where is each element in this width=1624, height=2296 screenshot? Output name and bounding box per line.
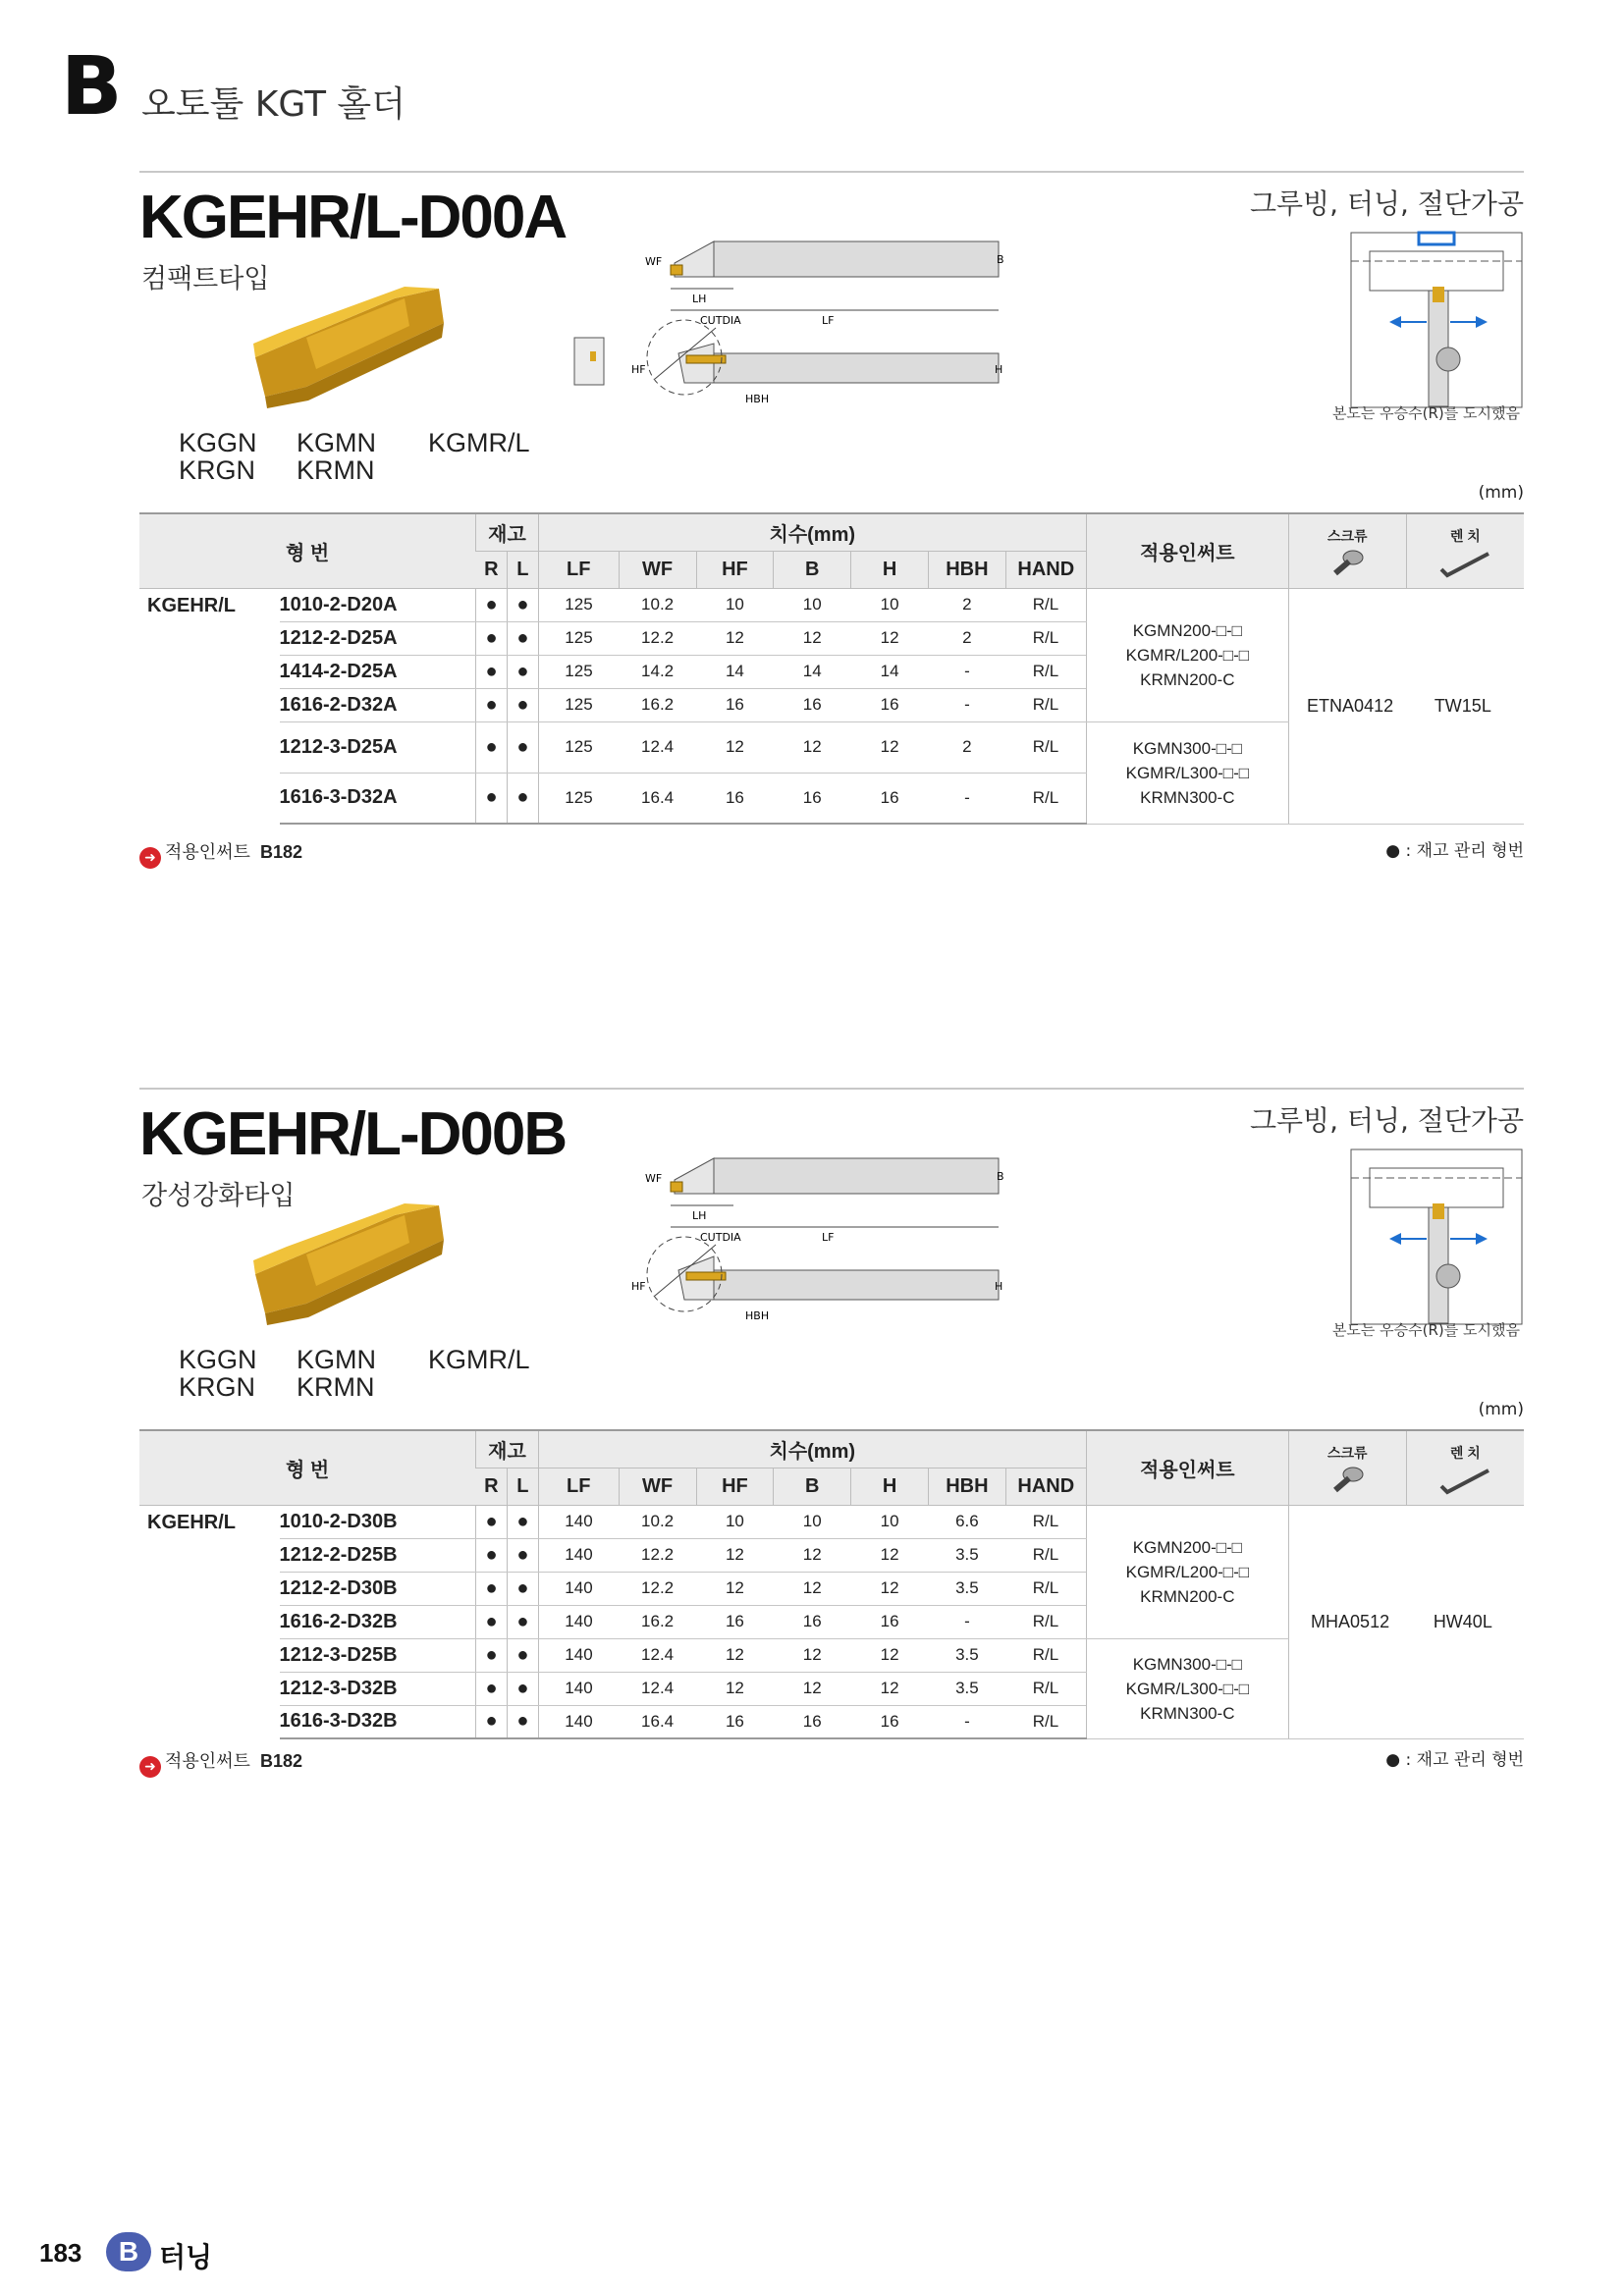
col-wrench: 렌 치	[1406, 513, 1524, 588]
insert-code: KGGN	[179, 1345, 257, 1374]
model-number: 1212-2-D25A	[280, 621, 476, 655]
dim-hand: R/L	[1005, 621, 1086, 655]
arrow-right-icon: ➜	[139, 847, 161, 869]
dim-wf: 16.4	[619, 1705, 696, 1738]
col-model: 형 번	[139, 1430, 476, 1505]
dim-hand: R/L	[1005, 1605, 1086, 1638]
stock-r-mark: ●	[476, 1605, 508, 1638]
col-wf: WF	[619, 551, 696, 588]
dim-wf: 12.4	[619, 1672, 696, 1705]
process-label: 그루빙, 터닝, 절단가공	[1249, 1104, 1524, 1137]
col-hand: HAND	[1005, 551, 1086, 588]
dim-hf: 16	[696, 1705, 774, 1738]
model-prefix: KGEHR/L	[147, 594, 236, 616]
stock-r-mark: ●	[476, 721, 508, 773]
dim-hand: R/L	[1005, 655, 1086, 688]
stock-l-mark: ●	[507, 621, 538, 655]
dim-hf: 12	[696, 1572, 774, 1605]
dim-hbh: HBH	[745, 1309, 770, 1322]
model-number: 1212-3-D25B	[280, 1638, 476, 1672]
spec-table	[139, 512, 1524, 825]
applicable-insert-group	[1086, 1505, 1288, 1638]
dim-lf: 125	[538, 588, 619, 621]
dim-hand: R/L	[1005, 1705, 1086, 1738]
insert-code: KGMR/L	[428, 1345, 530, 1374]
dim-hand: R/L	[1005, 773, 1086, 824]
dim-h: H	[995, 1280, 1003, 1293]
dim-hbh: -	[928, 688, 1005, 721]
dim-b: 12	[774, 1672, 851, 1705]
stock-l-mark: ●	[507, 655, 538, 688]
dim-hf: 16	[696, 1605, 774, 1638]
col-hbh: HBH	[928, 551, 1005, 588]
insert-code: KGMN200-□-□	[1132, 1537, 1242, 1557]
dim-hf: 14	[696, 655, 774, 688]
dim-lf: LF	[822, 314, 835, 327]
model-number: 1616-3-D32B	[280, 1705, 476, 1738]
dim-h: 14	[851, 655, 929, 688]
model-number: 1010-2-D30B	[280, 1505, 476, 1538]
col-hf: HF	[696, 551, 774, 588]
dim-wf: 16.2	[619, 1605, 696, 1638]
dim-hand: R/L	[1005, 1572, 1086, 1605]
model-number: 1212-3-D32B	[280, 1672, 476, 1705]
col-stock: 재고	[476, 1430, 539, 1468]
col-lf: LF	[538, 551, 619, 588]
insert-code: KGMN	[297, 1345, 376, 1374]
col-l: L	[507, 551, 538, 588]
insert-code: KRMN300-C	[1140, 1703, 1235, 1723]
stock-legend: ● : 재고 관리 형번	[1385, 1750, 1524, 1770]
dim-h: 12	[851, 1638, 929, 1672]
dim-wf: WF	[645, 255, 663, 268]
table-row	[139, 1505, 1524, 1538]
wrench-icon	[1437, 1465, 1492, 1494]
col-stock: 재고	[476, 513, 539, 551]
insert-reference[interactable]: ➜ 적용인써트 B182	[139, 1747, 302, 1778]
insert-code: KRMN200-C	[1140, 669, 1235, 689]
col-b: B	[774, 551, 851, 588]
insert-code: KGMR/L300-□-□	[1125, 763, 1250, 782]
insert-code: KRGN	[179, 1372, 256, 1402]
dim-lf: LF	[822, 1231, 835, 1244]
dim-wf: 10.2	[619, 1505, 696, 1538]
col-wf: WF	[619, 1468, 696, 1505]
parts-cell	[1288, 1505, 1524, 1738]
insert-code: KGMN300-□-□	[1132, 1654, 1242, 1674]
dim-hf: 10	[696, 588, 774, 621]
col-lf: LF	[538, 1468, 619, 1505]
screw-code: ETNA0412	[1307, 695, 1394, 716]
dim-hbh: -	[928, 1705, 1005, 1738]
stock-r-mark: ●	[476, 1705, 508, 1738]
stock-l-mark: ●	[507, 1605, 538, 1638]
insert-code: KGMR/L300-□-□	[1125, 1679, 1250, 1698]
model-number: 1616-2-D32A	[280, 688, 476, 721]
dim-hbh: 3.5	[928, 1538, 1005, 1572]
stock-l-mark: ●	[507, 773, 538, 824]
dim-wf: 10.2	[619, 588, 696, 621]
dim-hand: R/L	[1005, 1672, 1086, 1705]
wrench-icon	[1437, 548, 1492, 577]
applicable-insert-group	[1086, 1638, 1288, 1738]
page-number: 183	[39, 2238, 82, 2268]
insert-code: KGMR/L	[428, 428, 530, 457]
dim-hf: 12	[696, 721, 774, 773]
dim-hf: 12	[696, 1538, 774, 1572]
dim-lf: 140	[538, 1572, 619, 1605]
model-number: 1212-3-D25A	[280, 721, 476, 773]
applicable-insert-group	[1086, 588, 1288, 721]
dim-h: H	[995, 363, 1003, 376]
insert-code: KGGN	[179, 428, 257, 457]
dim-b: 12	[774, 721, 851, 773]
stock-l-mark: ●	[507, 688, 538, 721]
col-hbh: HBH	[928, 1468, 1005, 1505]
col-r: R	[476, 551, 508, 588]
dim-b: 12	[774, 1638, 851, 1672]
stock-l-mark: ●	[507, 1638, 538, 1672]
dim-hbh: -	[928, 773, 1005, 824]
insert-code: KRMN	[297, 455, 375, 485]
model-number: 1212-2-D25B	[280, 1538, 476, 1572]
mounting-detail-image	[1350, 1148, 1523, 1325]
model-subtitle: 컴팩트타입	[141, 264, 270, 294]
screw-code: MHA0512	[1311, 1611, 1390, 1631]
insert-code: KRMN300-C	[1140, 787, 1235, 807]
insert-code: KGMN200-□-□	[1132, 620, 1242, 640]
dim-hand: R/L	[1005, 1638, 1086, 1672]
dim-wf: WF	[645, 1172, 663, 1185]
unit-label: (mm)	[1478, 483, 1524, 503]
stock-l-mark: ●	[507, 1705, 538, 1738]
insert-code: KRMN	[297, 1372, 375, 1402]
dim-wf: 16.4	[619, 773, 696, 824]
model-number: 1616-3-D32A	[280, 773, 476, 824]
drawing-note: 본도는 우승수(R)를 도시했음	[1331, 404, 1520, 422]
dim-hf: 12	[696, 1672, 774, 1705]
table-row	[139, 588, 1524, 621]
dim-wf: 12.2	[619, 621, 696, 655]
dim-lf: 140	[538, 1605, 619, 1638]
dim-hbh: -	[928, 1605, 1005, 1638]
col-h: H	[851, 1468, 929, 1505]
dim-hf: 16	[696, 688, 774, 721]
insert-code: KGMN300-□-□	[1132, 738, 1242, 758]
stock-r-mark: ●	[476, 1572, 508, 1605]
dim-hbh: 2	[928, 588, 1005, 621]
dim-b: 12	[774, 621, 851, 655]
parts-cell	[1288, 588, 1524, 824]
model-subtitle: 강성강화타입	[141, 1181, 296, 1211]
stock-l-mark: ●	[507, 721, 538, 773]
holder-dimension-drawing	[631, 230, 1431, 465]
col-wrench: 렌 치	[1406, 1430, 1524, 1505]
insert-reference[interactable]: ➜ 적용인써트 B182	[139, 838, 302, 869]
dim-hf: HF	[631, 1280, 646, 1293]
dim-b: 10	[774, 588, 851, 621]
col-hand: HAND	[1005, 1468, 1086, 1505]
dim-hand: R/L	[1005, 588, 1086, 621]
screw-icon	[1329, 1465, 1365, 1494]
dim-b: 16	[774, 1605, 851, 1638]
dim-h: 12	[851, 1572, 929, 1605]
dim-hf: 10	[696, 1505, 774, 1538]
dim-hand: R/L	[1005, 688, 1086, 721]
col-b: B	[774, 1468, 851, 1505]
dim-hbh: 2	[928, 721, 1005, 773]
spec-table	[139, 1429, 1524, 1739]
dim-h: 12	[851, 721, 929, 773]
dim-lf: 125	[538, 688, 619, 721]
stock-r-mark: ●	[476, 588, 508, 621]
applicable-insert-group	[1086, 721, 1288, 824]
dim-wf: 12.4	[619, 1638, 696, 1672]
dim-b: 12	[774, 1538, 851, 1572]
drawing-note: 본도는 우승수(R)를 도시했음	[1331, 1321, 1520, 1339]
chapter-name: 터닝	[159, 2241, 213, 2273]
dim-h: 12	[851, 621, 929, 655]
col-insert: 적용인써트	[1086, 1430, 1288, 1505]
holder-dimension-drawing	[631, 1147, 1431, 1382]
dim-lf: 140	[538, 1638, 619, 1672]
model-number: 1616-2-D32B	[280, 1605, 476, 1638]
insert-code: KGMN	[297, 428, 376, 457]
dim-hf: HF	[631, 363, 646, 376]
dim-b: 12	[774, 1572, 851, 1605]
dim-h: 16	[851, 1705, 929, 1738]
section-divider	[139, 1088, 1524, 1090]
dim-hand: R/L	[1005, 721, 1086, 773]
dim-wf: 12.4	[619, 721, 696, 773]
dim-wf: 16.2	[619, 688, 696, 721]
stock-r-mark: ●	[476, 1672, 508, 1705]
unit-label: (mm)	[1478, 1400, 1524, 1419]
stock-l-mark: ●	[507, 1672, 538, 1705]
mounting-detail-image	[1350, 232, 1523, 408]
dim-lh: LH	[692, 293, 707, 305]
stock-l-mark: ●	[507, 588, 538, 621]
dim-cutdia: CUTDIA	[700, 1231, 741, 1244]
stock-l-mark: ●	[507, 1505, 538, 1538]
model-title: KGEHR/L-D00A	[139, 184, 567, 251]
stock-r-mark: ●	[476, 688, 508, 721]
dim-lf: 140	[538, 1505, 619, 1538]
dim-lf: 125	[538, 655, 619, 688]
dim-hbh: 6.6	[928, 1505, 1005, 1538]
stock-r-mark: ●	[476, 773, 508, 824]
stock-r-mark: ●	[476, 655, 508, 688]
section-divider	[139, 171, 1524, 173]
dim-b: B	[997, 253, 1004, 266]
stock-l-mark: ●	[507, 1572, 538, 1605]
dim-b: 16	[774, 688, 851, 721]
col-insert: 적용인써트	[1086, 513, 1288, 588]
dim-b: 16	[774, 1705, 851, 1738]
dim-cutdia: CUTDIA	[700, 314, 741, 327]
wrench-code: TW15L	[1434, 695, 1491, 716]
insert-code: KGMR/L200-□-□	[1125, 1562, 1250, 1581]
col-screw: 스크류	[1288, 1430, 1406, 1505]
dim-b: B	[997, 1170, 1004, 1183]
page-title: 오토툴 KGT 홀더	[141, 84, 406, 125]
insert-code: KRMN200-C	[1140, 1586, 1235, 1606]
chapter-badge: B	[106, 2232, 151, 2271]
col-screw: 스크류	[1288, 513, 1406, 588]
dim-h: 16	[851, 773, 929, 824]
col-h: H	[851, 551, 929, 588]
wrench-code: HW40L	[1433, 1611, 1492, 1631]
dim-wf: 12.2	[619, 1572, 696, 1605]
stock-r-mark: ●	[476, 1638, 508, 1672]
dim-h: 10	[851, 1505, 929, 1538]
dim-hf: 16	[696, 773, 774, 824]
dim-hbh: HBH	[745, 393, 770, 405]
dim-h: 16	[851, 688, 929, 721]
insert-image	[247, 1196, 463, 1333]
dim-lh: LH	[692, 1209, 707, 1222]
dim-lf: 125	[538, 621, 619, 655]
dim-hf: 12	[696, 621, 774, 655]
model-title: KGEHR/L-D00B	[139, 1100, 567, 1168]
dim-h: 12	[851, 1538, 929, 1572]
dim-wf: 14.2	[619, 655, 696, 688]
dim-wf: 12.2	[619, 1538, 696, 1572]
col-r: R	[476, 1468, 508, 1505]
dim-hf: 12	[696, 1638, 774, 1672]
product-section-d00b	[139, 1088, 1524, 1794]
screw-icon	[1329, 548, 1365, 577]
dim-b: 10	[774, 1505, 851, 1538]
dim-lf: 125	[538, 721, 619, 773]
dim-hbh: 3.5	[928, 1572, 1005, 1605]
chapter-letter: B	[61, 40, 123, 133]
insert-image	[247, 279, 463, 416]
dim-b: 16	[774, 773, 851, 824]
stock-l-mark: ●	[507, 1538, 538, 1572]
stock-r-mark: ●	[476, 1505, 508, 1538]
process-label: 그루빙, 터닝, 절단가공	[1249, 187, 1524, 220]
dim-h: 12	[851, 1672, 929, 1705]
dim-hbh: 2	[928, 621, 1005, 655]
dim-hand: R/L	[1005, 1505, 1086, 1538]
dim-b: 14	[774, 655, 851, 688]
dim-h: 16	[851, 1605, 929, 1638]
dim-lf: 125	[538, 773, 619, 824]
col-model: 형 번	[139, 513, 476, 588]
dim-lf: 140	[538, 1538, 619, 1572]
stock-r-mark: ●	[476, 1538, 508, 1572]
dim-hbh: 3.5	[928, 1638, 1005, 1672]
insert-code: KRGN	[179, 455, 256, 485]
col-dimensions: 치수(mm)	[538, 1430, 1086, 1468]
dim-h: 10	[851, 588, 929, 621]
stock-r-mark: ●	[476, 621, 508, 655]
col-dimensions: 치수(mm)	[538, 513, 1086, 551]
model-number: 1010-2-D20A	[280, 588, 476, 621]
dim-lf: 140	[538, 1705, 619, 1738]
dim-lf: 140	[538, 1672, 619, 1705]
insert-code: KGMR/L200-□-□	[1125, 645, 1250, 665]
model-prefix: KGEHR/L	[147, 1511, 236, 1533]
arrow-right-icon: ➜	[139, 1756, 161, 1778]
dim-hbh: 3.5	[928, 1672, 1005, 1705]
model-number: 1212-2-D30B	[280, 1572, 476, 1605]
stock-legend: ● : 재고 관리 형번	[1385, 841, 1524, 861]
col-l: L	[507, 1468, 538, 1505]
col-hf: HF	[696, 1468, 774, 1505]
dim-hbh: -	[928, 655, 1005, 688]
model-number: 1414-2-D25A	[280, 655, 476, 688]
product-section-d00a	[139, 171, 1524, 878]
dim-hand: R/L	[1005, 1538, 1086, 1572]
